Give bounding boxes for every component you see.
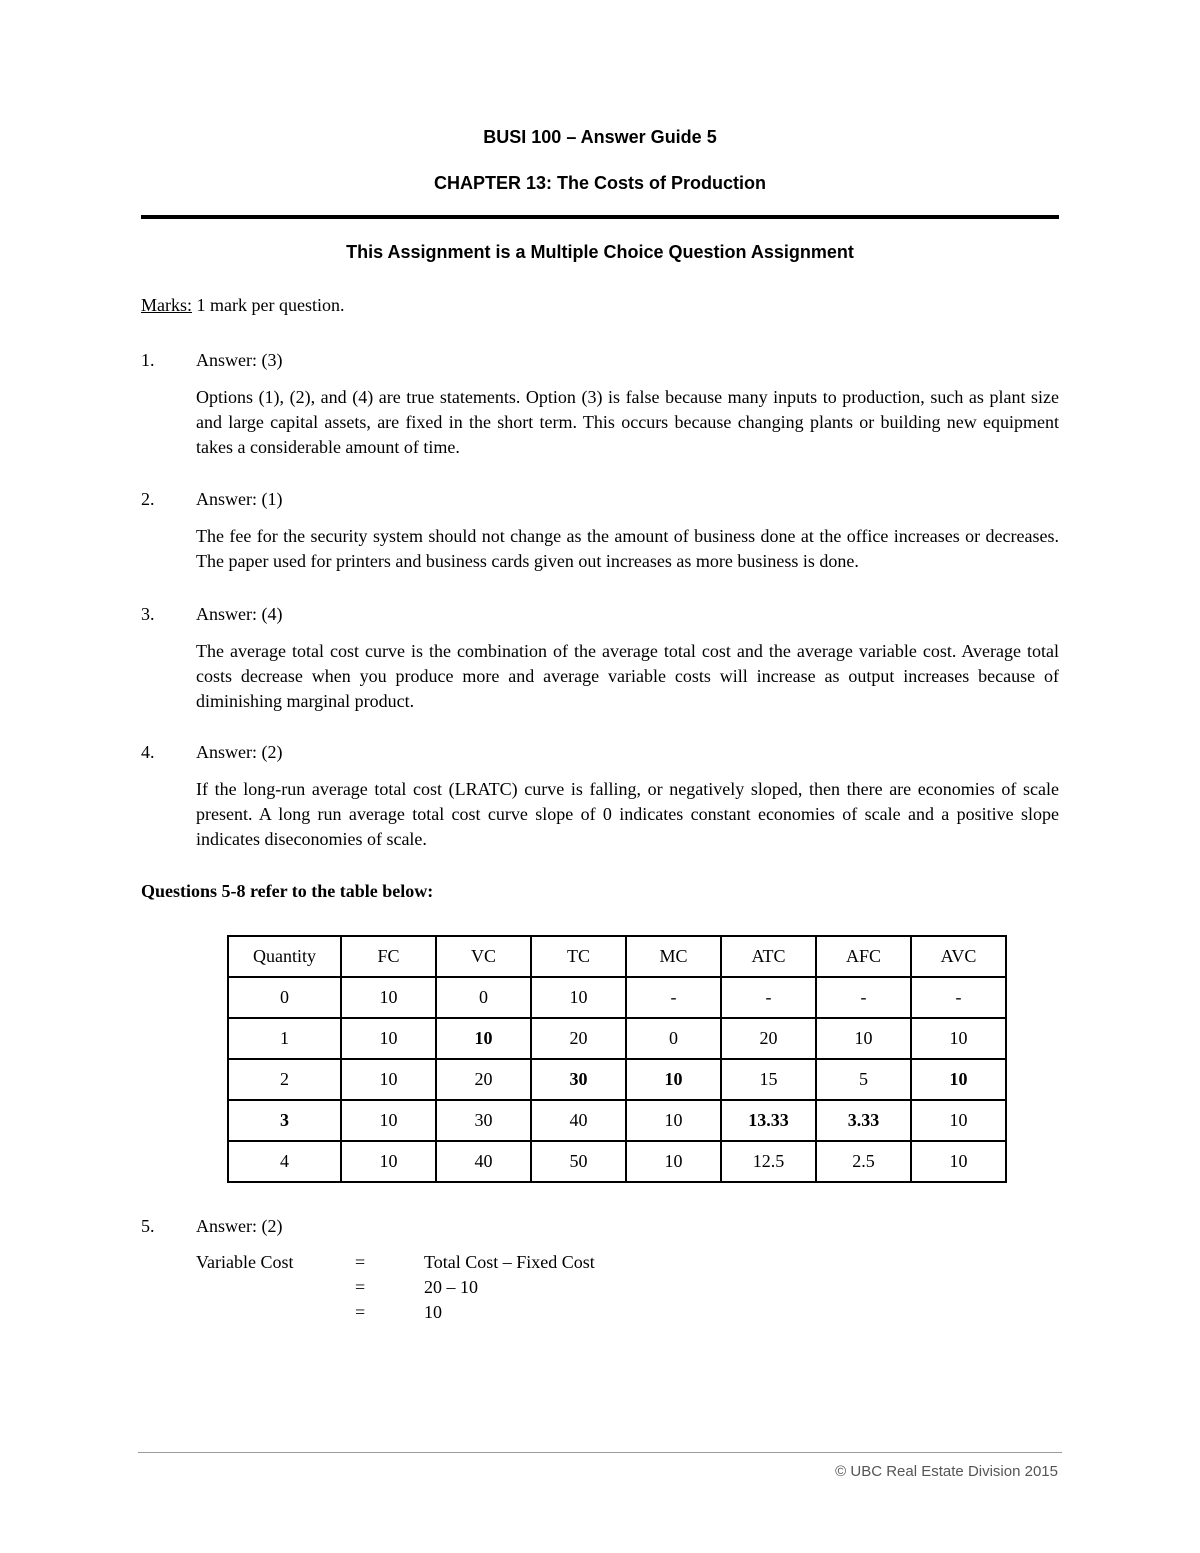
table-cell: 15 (721, 1059, 816, 1100)
table-row (228, 1100, 1006, 1141)
table-cell: 10 (816, 1018, 911, 1059)
table-cell: 10 (436, 1018, 531, 1059)
course-title: BUSI 100 – Answer Guide 5 (483, 127, 717, 147)
table-row (228, 1059, 1006, 1100)
table-cell: 4 (228, 1141, 341, 1182)
table-cell: 30 (531, 1059, 626, 1100)
table-header-cell: Quantity (228, 936, 341, 977)
assignment-type: This Assignment is a Multiple Choice Question Assignment (346, 242, 854, 262)
table-cell: 10 (341, 1059, 436, 1100)
marks-line (141, 295, 344, 316)
table-header-cell: TC (531, 936, 626, 977)
question-answer: Answer: (3) (196, 350, 283, 370)
table-cell: 2 (228, 1059, 341, 1100)
equation-equals: = (355, 1252, 366, 1272)
equation-step: 10 (424, 1302, 442, 1322)
table-cell: 10 (911, 1018, 1006, 1059)
table-cell: - (626, 977, 721, 1018)
question-explanation: Options (1), (2), and (4) are true statements. Option (3) is false because many inputs to production, such as plant size and large capital assets, are fixed in the short term. This occurs because changing plants or building new equipment takes a considerable amount of time. (196, 387, 1059, 457)
table-cell: 50 (531, 1141, 626, 1182)
table-header-cell: FC (341, 936, 436, 977)
equation-lhs: Variable Cost (196, 1252, 294, 1272)
table-cell: 0 (436, 977, 531, 1018)
table-header-cell: ATC (721, 936, 816, 977)
question-explanation: The average total cost curve is the combination of the average total cost and the average variable cost. Average total costs decrease when you produce more and average variable costs will increase as output increases because of diminishing marginal product. (196, 641, 1059, 711)
table-header-row (228, 936, 1006, 977)
cost-table (227, 935, 1007, 1183)
table-header-cell: VC (436, 936, 531, 977)
table-cell: 30 (436, 1100, 531, 1141)
table-cell: 40 (531, 1100, 626, 1141)
table-cell: 10 (531, 977, 626, 1018)
footer-divider (138, 1452, 1062, 1453)
marks-text: 1 mark per question. (192, 295, 345, 315)
table-cell: 20 (531, 1018, 626, 1059)
footer-copyright: © UBC Real Estate Division 2015 (835, 1463, 1058, 1480)
table-cell: - (911, 977, 1006, 1018)
table-cell: 10 (626, 1100, 721, 1141)
table-row (228, 1141, 1006, 1182)
table-cell: 20 (721, 1018, 816, 1059)
table-cell: 10 (911, 1100, 1006, 1141)
table-cell: 10 (341, 1018, 436, 1059)
table-cell: 0 (228, 977, 341, 1018)
table-cell: 3 (228, 1100, 341, 1141)
table-cell: 1 (228, 1018, 341, 1059)
table-cell: 10 (626, 1059, 721, 1100)
equation-step: Total Cost – Fixed Cost (424, 1252, 595, 1272)
equation-equals: = (355, 1277, 366, 1297)
table-cell: - (721, 977, 816, 1018)
table-cell: 12.5 (721, 1141, 816, 1182)
question-answer: Answer: (2) (196, 1216, 283, 1236)
table-header-cell: AVC (911, 936, 1006, 977)
table-header-cell: MC (626, 936, 721, 977)
question-explanation: If the long-run average total cost (LRATC) curve is falling, or negatively sloped, then there are economies of scale present. A long run average total cost curve slope of 0 indicates constant economies of scale and a positive slope indicates diseconomies of scale. (196, 779, 1059, 849)
equation-equals: = (355, 1302, 366, 1322)
question-answer: Answer: (2) (196, 742, 283, 762)
table-cell: 10 (626, 1141, 721, 1182)
question-number: 5. (141, 1216, 155, 1236)
header-divider (141, 215, 1059, 219)
table-cell: 10 (911, 1059, 1006, 1100)
table-cell: 2.5 (816, 1141, 911, 1182)
table-cell: 10 (341, 977, 436, 1018)
table-cell: 0 (626, 1018, 721, 1059)
chapter-title: CHAPTER 13: The Costs of Production (433, 173, 766, 193)
marks-label: Marks: (141, 295, 192, 315)
table-cell: 10 (341, 1141, 436, 1182)
table-cell: 5 (816, 1059, 911, 1100)
table-cell: 3.33 (816, 1100, 911, 1141)
question-answer: Answer: (1) (196, 489, 283, 509)
table-cell: 10 (911, 1141, 1006, 1182)
table-cell: 40 (436, 1141, 531, 1182)
table-row (228, 1018, 1006, 1059)
question-number: 1. (141, 350, 155, 370)
equation-step: 20 – 10 (424, 1277, 478, 1297)
question-explanation: The fee for the security system should not change as the amount of business done at the office increases or decreases. The paper used for printers and business cards given out increases as more business is done. (196, 526, 1059, 571)
table-cell: 13.33 (721, 1100, 816, 1141)
table-cell: - (816, 977, 911, 1018)
question-number: 4. (141, 742, 155, 762)
question-number: 2. (141, 489, 155, 509)
question-answer: Answer: (4) (196, 604, 283, 624)
table-cell: 20 (436, 1059, 531, 1100)
table-row (228, 977, 1006, 1018)
table-header-cell: AFC (816, 936, 911, 977)
table-cell: 10 (341, 1100, 436, 1141)
question-number: 3. (141, 604, 155, 624)
table-heading: Questions 5-8 refer to the table below: (141, 881, 434, 901)
